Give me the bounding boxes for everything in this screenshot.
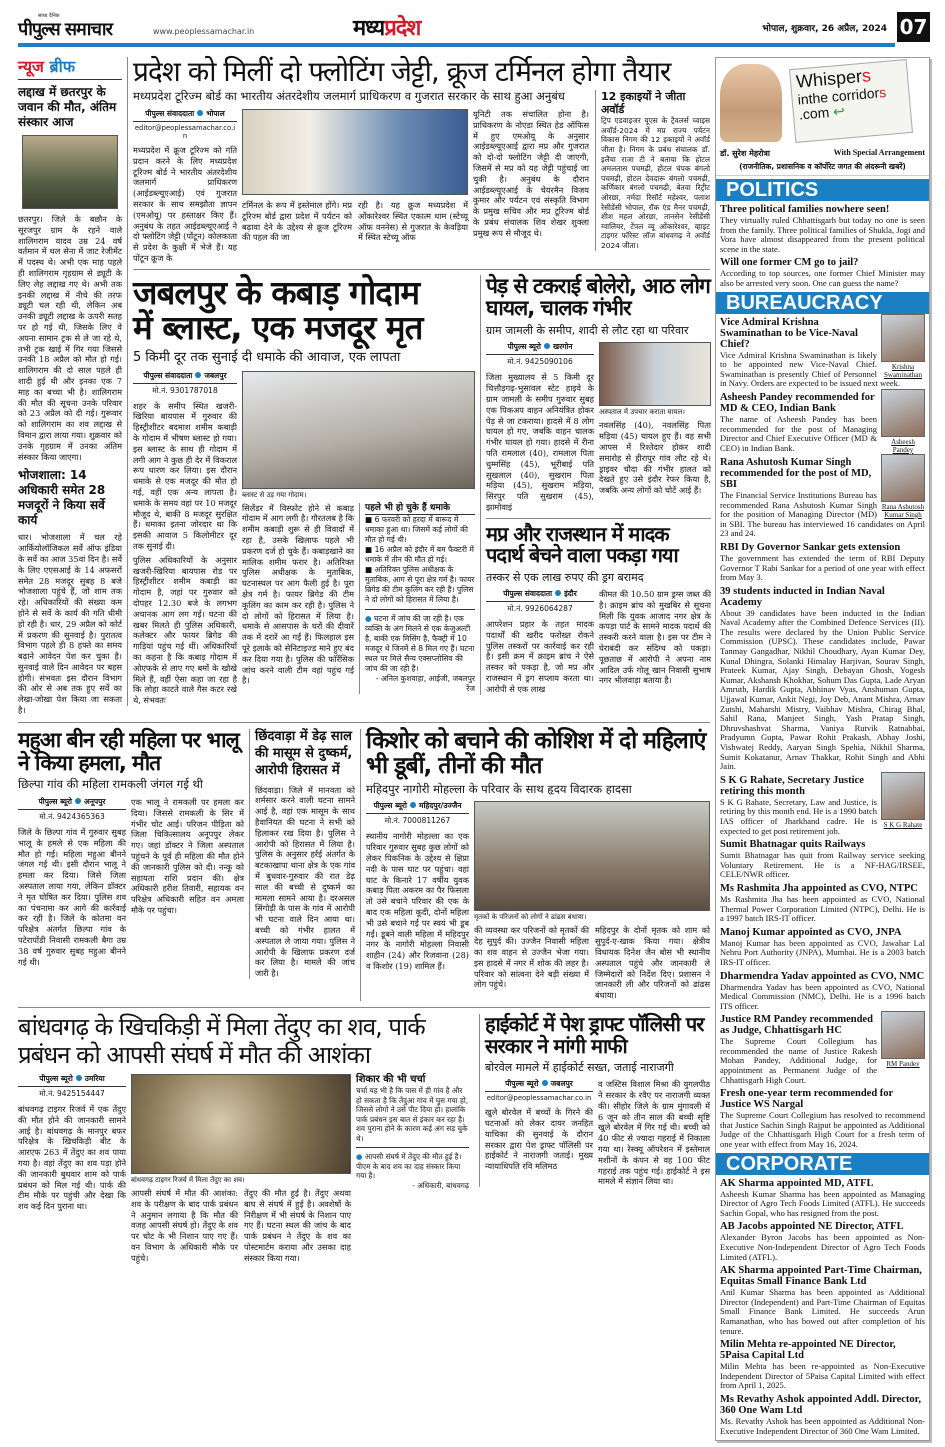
item-body: They virtually ruled Chhattisgarh but today no one is seen from the family. Three political families of Shukla, Jogi and Vora have almost disappeared from the present political scene in the state. [720, 215, 925, 254]
item-headline: Manoj Kumar appointed as CVO, JNPA [720, 926, 902, 938]
whisper-item [720, 583, 925, 772]
body-text: कीमत की 10.50 ग्राम ड्रग्स जब्त की है। क्राइम ब्रांच को मुखबिर से सूचना मिली कि युवक आजाद नगर क्षेत्र के कपड़ा पार्ट के सामने मादक पदार्थ की तस्करी करने वाला है। इस पर टीम ने घेराबंदी कर संदिग्ध को पकड़ा। पूछताछ में आरोपी ने अपना नाम आदिल उर्फ गोलू खान निवासी सुभाष नगर भीलवाड़ा बताया है। [599, 589, 711, 686]
item-headline: Milin Mehta re-appointed NE Director, 5Paisa Capital Ltd [720, 1339, 896, 1362]
item-headline: Will one former CM go to jail? [720, 257, 859, 269]
top-story [133, 57, 710, 264]
whisper-item [720, 1336, 925, 1391]
box-title: पहले भी हो चुके हैं धमाके [365, 503, 475, 515]
grieving-photo [474, 801, 710, 911]
subhead: 5 किमी दूर तक सुनाई दी धमाके की आवाज, एक लापता [133, 350, 401, 366]
bolero-story [486, 275, 711, 513]
photo-caption: मृतकों के परिजनों को लोगों ने ढांढस बंधाया। [474, 913, 587, 922]
arrangement: With Special Arrangement [833, 148, 925, 157]
quote-icon: ● [356, 1152, 363, 1162]
award-headline: 12 इकाइयों ने जीता अवॉर्ड [601, 90, 686, 117]
email: editor@peoplessamachar.co.in [134, 124, 236, 141]
byline: पीपुल्स संवाददाता इंदौर [486, 589, 594, 602]
jabalpur-story [133, 272, 475, 706]
item-body: According to top sources, one former Chief Minister may also be arrested very soon. One can guess the name? [720, 268, 925, 288]
whisper-item [720, 772, 925, 836]
item-headline: S K G Rahate, Secretary Justice retiring this month [720, 774, 864, 797]
item-headline: AK Sharma appointed Part-Time Chairman, Equitas Small Finance Bank Ltd [720, 1265, 922, 1288]
quote-icon: ● [365, 613, 372, 623]
whispers-logo: Whispers inthe corridors .com ↩ [789, 59, 913, 143]
subhead: महिदपुर नागोरी मोहल्ला के परिवार के साथ हृदय विदारक हादसा [366, 781, 632, 796]
item-body: The Supreme Court Collegium has resolved to recommend that Justice Sachin Singh Rajput be appointed as Additional Judge of the Chhattisgarh High Court for a fresh term of one year with effect from May 16, 2024. [720, 1110, 925, 1150]
item-body: Ms Rashmita Jha has been appointed as CVO, National Thermal Power Corporation Limited (NTPC), Delhi. He is a 1997 batch IRS-IT officer. [720, 893, 925, 924]
body-text: जिला मुख्यालय से 5 किमी दूर चित्तौड़गढ़-भुसावल स्टेट हाइवे के ग्राम जामली के समीप गुरुवार सुबह एक पिकअप वाहन अनियंत्रित होकर पेड़ से जा टकराया। हादसे में 8 लोग घायल हो गए, जबकि वाहन चालक गंभीर घायल हो गया। हादसे में रीना पति रामलाल (40), रामलाल पिता धुम्मसिंह (45), भूरीबाई पति सुखलाल (40), सुखराम पिता मड़िया (45), सुखराम मड़िया, सिरपुर पति सुखराम (45), झामोवाइं [486, 372, 594, 512]
item-body: Milin Mehta has been re-appointed as Non-Executive Independent Director of 5Paisa Capital Limited with effect from April 1, 2025. [720, 1361, 925, 1391]
byline: पीपुल्स संवाददाता जबलपुर [133, 371, 237, 384]
headline: हाईकोर्ट में पेश ड्राफ्ट पॉलिसी पर सरकार ने मांगी माफी [485, 1011, 704, 1058]
byline: पीपुल्स ब्यूरो उमरिया [18, 1074, 126, 1087]
item-headline: RBI Dy Governor Sankar gets extension [720, 541, 901, 553]
whisper-item [720, 389, 925, 454]
chhindwara-story [249, 729, 355, 979]
columnist-photo [720, 64, 782, 142]
mobile: मो.नं. 9425090106 [507, 357, 573, 367]
item-body: The Financial Service Institutions Bureau has recommended Rana Ashutosh Kumar Singh for the position of Managing Director (MD) in SBI. The bureau has interviewed 16 candidates on April 23 and 24. [720, 489, 925, 539]
photo-caption: ब्लास्ट से उड़ गया गोदाम। [242, 490, 307, 499]
item-body: S K G Rahate, Secretary, Law and Justice, is retiring by this month end. He is a 1990 batch IAS officer of Jharkhand cadre. He is expected to get post retirement job. [720, 796, 877, 836]
sidebar-body: चर्चा यह भी है कि पास में ही गांव है और हो सकता है कि तेंदुआ गांव में घुस गया हो, जिससे लोगों ने उसे पीट दिया हो। हालांकि पार्क प्रबंधन इस बात से इंकार कर रहा है। शव पुराना होने के कारण कई अंग सड़ चुके थे। [356, 1086, 469, 1148]
section-title-red: प्रदेश [384, 16, 421, 41]
photo-caption: Asheesh Pandey [891, 437, 915, 454]
hunting-sidebar [356, 1074, 469, 1191]
byline: पीपुल्स ब्यूरो महिदपुर/उज्जैन [366, 801, 469, 814]
website: www.peoplessamachar.in [153, 26, 255, 36]
body-text: मध्यप्रदेश में क्रूज टूरिज्म को गति प्रदान करने के लिए मध्यप्रदेश टूरिज्म बोर्ड ने भारतीय अंतरदेशीय जलमार्ग प्राधिकरण (आईडब्ल्यूएआई) एवं गुजरात सरकार के साथ समझौता ज्ञापन (एमओयू) पर हस्ताक्षर किए हैं। अनुबंध के तहत आईडब्ल्यूएआई ने दो फ्लोटिंग जेट्टी (पोंटून) कोलकाता से प्रदेश के कुक्षी में भेजे हैं। यह पोंटून क्रूज के [133, 145, 237, 263]
item-body: Manoj Kumar has been appointed as CVO, Jawahar Lal Nehru Port Authority (JNPA), Mumbai. He is a 2003 batch IRS-IT officer. [720, 937, 925, 967]
header-rule [18, 43, 895, 47]
mobile: मो.नं. 9301787018 [152, 385, 218, 395]
person-photo [881, 389, 925, 454]
body-text: यूनिटी तक संचालित होना है। प्राधिकरण के नोएडा स्थित हेड ऑफिस में हुए एमओयू के अनुसार आईडब्ल्यूएआई द्वारा मप्र और गुजरात को दो-दो फ्लोटिंग जेट्टी दी जाएगी, जिसमें से मप्र को यह जेट्टी पहुंचाई जा चुकी है। अनुबंध के दौरान आईडब्ल्यूएआई के चेयरमैन विजय कुमार और पर्यटन एवं संस्कृति विभाग के प्रमुख सचिव और मप्र टूरिज्म बोर्ड के प्रबंध संचालक शिव शेखर शुक्ला प्रमुख रूप से मौजूद थे। [473, 109, 589, 238]
logo-tagline: सांध्य दैनिक [38, 13, 60, 19]
item-body: Sumit Bhatnagar has quit from Railway service seeking Voluntary Retirement. He is a NF-HAG/IRSEE, CELE/NWR officer. [720, 850, 925, 880]
blast-photo [242, 371, 475, 489]
award-sidebar [595, 90, 710, 250]
body-text: की व्यवस्था कर परिजनों को मृतकों की देह सुपुर्द की। उज्जैन निवासी महिला का शव वाहन से उज्जैन भेजा गया। इस हादसे में नगर में शोक की लहर है। परिवार को सांत्वना देने बड़ी संख्या में लोग पहुंचे। [474, 925, 589, 990]
body-text: टर्मिनल के रूप में इस्तेमाल होंगे। मप्र टूरिज्म बोर्ड द्वारा प्रदेश में पर्यटन को बढ़ावा देने के उद्देश्य से क्रूज टूरिज्म की पहल की जा [242, 200, 352, 243]
item-headline: Justice RM Pandey recommended as Judge, Chhattisgarh HC [720, 1014, 873, 1037]
whisper-item [720, 968, 925, 1012]
sidebar-title: शिकार की भी चर्चा [356, 1074, 426, 1086]
drug-story [486, 521, 711, 695]
headline: छिंदवाड़ा में डेढ़ साल की मासूम से दुष्कर्म, आरोपी हिरासत में [255, 728, 353, 778]
brief-headline: लद्दाख में छतरपुर के जवान की मौत, अंतिम संस्कार आज [18, 85, 117, 129]
item-body: The government has extended the term of RBI Deputy Governor T Rabi Sankar for a period of one year with effect from May 3. [720, 552, 925, 583]
body-text: आपरेशन प्रहार के तहत मादक पदार्थों की खरीद फरोख्त रोकने पुलिस तस्करों पर कार्रवाई कर रही है। इसी क्रम में क्राइम ब्रांच ने ऐसे तस्कर को पकड़ा है, जो मप्र और राजस्थान में ड्रग सप्लाय करता था। आरोपी से एक लाख [486, 619, 594, 694]
headline: महुआ बीन रही महिला पर भालू ने किया हमला, मौत [18, 727, 239, 775]
item-body: The Supreme Court Collegium has recommended the name of Justice Rakesh Mohan Pandey, Additional Judge, for appointment as Permanent Judge of the Chhattisgarh High Court. [720, 1036, 877, 1085]
body-text: व जस्टिस विशाल मिश्रा की युगलपीठ ने सरकार के रवैए पर नाराजगी व्यक्त की। सीहोर जिले के ग्राम मुंगावली में 6 जून को तीन साल की बच्ची सृष्टि खुले बोरवेल में गिर गई थी। बच्ची को 40 फीट से ज्यादा गहराई में निकाला गया था। रेस्क्यू ऑपरेशन में इस्तेमाल मशीनों के कंपन से वह 100 फीट गहराई तक पहुंच गई। हाईकोर्ट ने इस मामले में संज्ञान लिया था। [598, 1079, 710, 1187]
whisper-item [720, 1011, 925, 1085]
body-text: आपसी संघर्ष में मौत की आशंका: शव के परीक्षण के बाद पार्क प्रबंधन ने अनुमान लगाया है कि मौत की वजह आपसी संघर्ष हो। तेंदुए के शव पर चोट के भी निशान पाए गए हैं। वन विभाग के अधिकारी मौके पर पहुंचे। [131, 1188, 238, 1263]
date: भोपाल, शुक्रवार, 26 अप्रैल, 2024 [762, 23, 887, 34]
item-body: Ms. Revathy Ashok has been appointed as Additional Non-Executive Independent Director of 360 One Wam Limited. [720, 1415, 925, 1436]
email: editor@peoplessamachar.co.in [486, 1094, 592, 1103]
body-text: शहर के समीप स्थित खजरी-खिरिया बायपास में गुरुवार की हिस्ट्रीशीटर बदमाश शमीम कबाड़ी के गोदाम में भीषण ब्लास्ट हो गया। इस ब्लास्ट के साथ ही गोदाम में लगी आग ने कुछ ही देर में विकराल रूप धारण कर लिया। इस दौरान धमाके से एक मजदूर की मौत हो गई, वहीं एक अन्य लापता है। धमाके के समय वहां पर 10 मजदूर मौजूद थे, बाकी 8 मजदूर सुरक्षित हैं। धमाका इतना जोरदार था कि इसकी आवाज 5 किलोमीटर दूर तक सुनाई दी। [133, 400, 237, 551]
item-body: Vice Admiral Krishna Swaminathan is likely to be appointed new Vice-Naval Chief. Swaminathan is presently Chief of Personnel in Navy. Orders are expected to be issued next week. [720, 349, 901, 389]
photo-caption: अस्पताल में उपचार कराता घायल। [599, 408, 685, 417]
mobile: मो.नं. 9926064287 [507, 604, 573, 614]
byline: पीपुल्स संवाददाता भोपाल [133, 109, 237, 122]
mou-photo [242, 109, 468, 195]
body-text: महिदपुर के दोनों मृतक को शाम को सुपुर्द-ए-खाक किया गया। क्षेत्रीय विधायक दिनेश जैन बोस भी स्थानीय अस्पताल पहुंचे और जानकारी ले जिम्मेदारों को निर्देश दिए। प्रशासन ने जानकारी ली और परिजनों को ढांढस बंधाया। [595, 925, 710, 1001]
item-body: About 39 candidates have been inducted in the Indian Naval Academy after the Combined Defence Services (II). The results were declared by the Union Public Service Commission (UPSC). These candidates include, Pawar Tanmay Gangadhar, Nikhil Choudhary, Ayan Kumar Dey, Kunal Dhingra, Solanki Himalay Harjivan, Sourav Singh, Prateek Kumar, Ajay Singh, Debayan Ghosh, Yogesh Kumar, Akshansh Khokhar, Sohum Das Gupta, Lade Aryan Amruth, Hardik Gupta, Abhinav Vyas, Anshuman Gupta, Ujjawal Kumar, Ankit Negi, Joy Deb, Anant Mishra, Arnav Zutshi, Maharshi Mistry, Vaibhav Mishra, Chirag Bhal, Sahil Rana, Manjeet Singh, Yash Pratap Singh, Dhruvshashvat Sharma, Vaniya Rutvik Ratnabhai, Pradyumn Gupta, Pawar Rohit Prakash, Abhay Joshi, Vishwatej Reddy, Aaryan Singh Spehia, Nikhil Sharma, Sumit Kokatanur, Arnav Thakkar, Rohit Singh and Abhi Jain. [720, 607, 925, 772]
section-header-bureaucracy: BUREAUCRACY [716, 292, 929, 314]
page-number: 07 [897, 12, 930, 42]
soldier-photo [22, 135, 118, 209]
person-photo [881, 1011, 925, 1068]
quote: ● आपसी संघर्ष में तेंदुए की मौत हुई है। पीएम के बाद शव का दाह संस्कार किया गया है। [356, 1152, 462, 1181]
byline: पीपुल्स ब्यूरो अनूपपुर [18, 797, 126, 810]
byline: पीपुल्स ब्यूरो जबलपुर [485, 1079, 593, 1092]
brief-label-blue: ब्रीफ [49, 57, 76, 76]
photo-caption: बांधवगढ़ टाइगर रिजर्व में मिला तेंदुए का शव। [131, 1176, 245, 1185]
brief-body: धार। भोजशाला में चल रहे आर्कियोलॉजिकल सर्वे ऑफ इंडिया के सर्वे का आज 35वां दिन है। सर्वे के लिए एएसआई के 14 अफसरों समेत 28 मजदूर सुबह 8 बजे भोजशाला पहुंचे हैं, जो शाम तक रहे। अधिकारियों की संख्या कम होने से सर्वे के कार्य की गति धीमी हो रही है। धार, 29 अप्रैल को कोर्ट में प्रकरण की सुनवाई है। पुरातत्व विभाग पहले ही 8 हफ्ते का समय बढ़ाने आवेदन पेश कर चुका है। सुनवाई वाले दिन आवेदन पर बहस होगी। संभवतः इस दौरान विभाग की ओर से अब तक हुए सर्वे का लेखा-जोखा पेश किया जा सकता है। [18, 532, 122, 716]
body-text: पुलिस अधिकारियों के अनुसार खजरी-खिरिया बायपास रोड पर हिस्ट्रीशीटर शमीम कबाड़ी का गोदाम है, जहां पर गुरुवार को दोपहर 12.30 बजे के लगभग अचानक आग लग गई। घटना की खबर मिलते ही पुलिस अधिकारी, कलेक्टर और फायर ब्रिगेड की गाड़ियां पहुंच गई थीं। अधिकारियों का कहना है कि कबाड़ गोदाम में ओएफके से लाए गए बमों के खोखे मिले हैं, वहीं ऐसा कहा जा रहा है कि लोहा काटते वाले गैस कटर रखे थे, संभवतः [133, 554, 237, 706]
item-headline: Three political families nowhere seen! [720, 204, 890, 215]
leopard-photo [131, 1074, 351, 1174]
body-text: एक भालू ने रामकली पर हमला कर दिया। जिससे रामकली के सिर में गंभीर चोट आई। परिजन पीड़िता को जिला चिकित्सालय अनूपपुर लेकर गए। जहां डॉक्टर ने जिला अस्पताल पहुंचने के पूर्व ही महिला की मौत होने की जानकारी पुलिस को दी। नन्कू को सहायता राशि प्रदान की। क्षेत्र अधिकारी हरीश तिवारी, सहायक वन परिक्षेत्र अधिकारी सहित वन अमला मौके पर पहुंचा। [131, 797, 244, 915]
whisper-item [720, 201, 925, 254]
item-headline: Fresh one-year term recommended for Justice WS Nargal [720, 1088, 894, 1111]
whisper-item [720, 1085, 925, 1149]
photo-caption: Krishna Swaminathan [883, 362, 923, 379]
whisper-item [720, 454, 925, 539]
body-text: खुले बोरवेल में बच्चों के गिरने की घटनाओं को लेकर दायर जनहित याचिका की सुनवाई के दौरान सरकार द्वारा पेश ड्राफ्ट पॉलिसी पर हाईकोर्ट ने नाराजगी जताई। मुख्य न्यायाधिपति रवि मलिमठ [485, 1107, 593, 1172]
mahua-story [18, 729, 244, 968]
item-headline: AK Sharma appointed MD, ATFL [720, 1177, 874, 1189]
logo-text: पीपुल्स समाचार [18, 19, 112, 40]
quote: ● घटना में जांच की जा रही है। एक व्यक्ति के अंग मिलने से एक केजुअल्टी है, बाकी एक मिसिंग है, फैक्ट्री में 10 मजदूर थे जिनमें से 8 मिल गए हैं। घटना स्थल पर मिले सैन्य एक्सप्लोसिव की जांच की जा रही है। [365, 613, 475, 673]
whisper-item [720, 924, 925, 968]
body-text: जिले के छिल्पा गांव में गुरुवार सुबह भालू के हमले से एक महिला की मौत हो गई। महिला महुआ बीनने जंगल गई थी। इसी दौरान भालू ने हमला कर दिया। जिसे जिला अस्पताल लाया गया, लेकिन डॉक्टर ने मृत घोषित कर दिया। पुलिस शव का पंचनामा कर आगे की कार्रवाई कर रही है। जिले के कोतमा वन परिक्षेत्र अंतर्गत छिल्पा गांव के पटेरापोंडी निवासी रामकली बैगा उम्र 38 वर्ष गुरुवार सुबह महुआ बीनने गई थी। [18, 827, 126, 967]
whispers-column [715, 57, 930, 1441]
subhead: ग्राम जामली के समीप, शादी से लौट रहा था परिवार [486, 324, 689, 338]
photo-caption: RM Pandey [886, 1060, 920, 1069]
item-body: Anil Kumar Sharma has been appointed as Additional Director (Independent) and Part-Time Chairman of Equitas Small Finance Bank Limited. He succeeds Arun Ramanathan, who has bowed out after completion of his tenure. [720, 1287, 925, 1336]
person-photo [881, 772, 925, 829]
quote-author: - अनिल कुशवाहा, आईजी, जबलपुर रेंज [375, 673, 475, 693]
photo-caption: S K G Rahate [883, 820, 923, 829]
box-item: ■ अतिरिक्त पुलिस अधीक्षक के मुताबिक, आग से पूरा क्षेत्र गर्म है। फायर ब्रिगेड की टीम कूलिंग कर रही है। पुलिस ने दो लोगों को हिरासत में लिया है। [365, 565, 475, 610]
whisper-item [720, 539, 925, 583]
headline: मप्र और राजस्थान में मादक पदार्थ बेचने वाला पकड़ा गया [486, 521, 678, 568]
person-photo [881, 454, 925, 519]
body-text: तेंदुए की मौत हुई है। तेंदुए अथवा बाघ से संघर्ष में हुई है। अवशेषों के निरीक्षण में भी संघर्ष के निशान पाए गए हैं। घटना स्थल की जांच के बाद पार्क प्रबंधन ने तेंदुए के शव का पोस्टमार्टम कराया और उसका दाह संस्कार किया गया। [244, 1188, 351, 1263]
headline: पेड़ से टकराई बोलेरो, आठ लोग घायल, चालक गंभीर [486, 273, 710, 321]
whispers-tagline: (राजनीतिक, प्रशासनिक व कॉर्पोरेट जगत की अंदरूनी खबरें) [739, 162, 906, 171]
item-headline: Vice Admiral Krishna Swaminathan to be Vice-Naval Chief? [720, 316, 858, 350]
whisper-item [720, 836, 925, 880]
mobile: मो.नं. 9424365363 [39, 812, 105, 822]
body-text: छिंदवाड़ा। जिले में मानवता को शर्मसार करने वाली घटना सामने आई है, वहां एक मासूम के साथ हैवानियत की घटना ने सभी को हिलाकर रख दिया है। पुलिस ने आरोपी को हिरासत में लिया है। पुलिस के अनुसार हर्रई अंतर्गत के बटकाखापा थाना क्षेत्र के एक गांव में बुधवार-गुरुवार की रात डेढ़ साल की बच्ची से दुष्कर्म का मामला सामने आया है। दरअसल सिंगोड़ी के पास के गांव में आरोपी भी घटना वाले दिन आया था। बच्ची को गंभीर हालत में अस्पताल ले जाया गया। पुलिस ने आरोपी के खिलाफ प्रकरण दर्ज कर लिया है। मामले की जांच जारी है। [255, 784, 355, 979]
subhead: छिल्पा गांव की महिला रामकली जंगल गई थी [18, 777, 203, 792]
whisper-item [720, 254, 925, 288]
whisper-item [720, 1262, 925, 1336]
box-item: ■ 16 अप्रैल को इंदौर में बम फैक्टरी में धमाके में तीन की मौत हो गई। [365, 544, 474, 564]
whisper-item [720, 1175, 925, 1219]
subhead: तस्कर से एक लाख रुपए की ड्रग बरामद [486, 570, 644, 584]
award-body: ट्रिप एडवाइजर यूएस के ट्रैवलर्स च्वाइस अवॉर्ड-2024 में मप्र राज्य पर्यटन विकास निगम की 12 इकाइयों ने अवॉर्ड जीता है। निगम के प्रबंध संचालक डॉ. इलैया राजा टी ने बताया कि होटल अमलतास पचमढ़ी, होटल चंपक बंगलो पचमढ़ी, होटल देवदारू बंगलो पचमढ़ी, कर्णिकार बंगलो पचमढ़ी, बेतवा रिट्रीट ओरछा, नर्मदा रिसॉर्ट महेश्वर, पलाश रेसीडेंसी भोपाल, रॉक एंड मैनर पचमढ़ी, शीश महल ओरछा, तानसेन रेसीडेंसी ग्वालियर, टेंपल व्यू ओंकारेश्वर, व्हाइट टाइगर फॉरेस्ट लॉज बांधवगढ़ ने अवॉर्ड 2024 जीता। [601, 116, 710, 250]
item-body: Alexander Byron Jacobs has been appointed as Non-Executive Non-Independent Director of Agro Tech Foods Limited (ATFL). [720, 1232, 925, 1262]
item-headline: Asheesh Pandey recommended for MD & CEO, Indian Bank [720, 391, 875, 414]
item-headline: Sumit Bhatnagar quits Railways [720, 839, 866, 851]
item-headline: Ms Rashmita Jha appointed as CVO, NTPC [720, 882, 918, 894]
byline: पीपुल्स ब्यूरो खरगोन [486, 342, 594, 355]
highcourt-story [479, 1011, 710, 1187]
item-headline: Dharmendra Yadav appointed as CVO, NMC [720, 970, 925, 982]
headline: किशोर को बचाने की कोशिश में दो महिलाएं भी डूबीं, तीनों की मौत [366, 727, 706, 779]
item-headline: AB Jacobs appointed NE Director, ATFL [720, 1221, 904, 1233]
body-text: नवलसिंह (40), नवलसिंह पिता मड़िया (45) घायल हुए हैं। वह सभी आपस में रिश्तेदार होकर शादी समारोह से हीरापुर गांव लौट रहे थे। ड्राइवर चौदा की गंभीर हालत को देखते हुए उसे इंदौर रेफर किया है, जबकि अन्य लोगों को चोटें आई हैं। [599, 420, 711, 496]
item-headline: 39 students inducted in Indian Naval Academy [720, 585, 885, 608]
mobile: मो.नं. 9425154447 [39, 1089, 105, 1099]
arrow-icon: ↩ [832, 102, 846, 120]
whisper-item [720, 1391, 925, 1436]
section-title [353, 12, 752, 42]
logo [18, 13, 143, 41]
whispers-banner [716, 58, 929, 176]
headline: प्रदेश को मिलीं दो फ्लोटिंग जेट्टी, क्रूज टर्मिनल होगा तैयार [133, 55, 671, 88]
blast-history-box [359, 503, 475, 694]
whisper-item [720, 880, 925, 924]
whisper-item [720, 314, 925, 389]
subhead: मध्यप्रदेश टूरिज्म बोर्ड का भारतीय अंतरदेशीय जलमार्ग प्राधिकरण व गुजरात सरकार के साथ हुआ अनुबंध [133, 89, 565, 104]
section-title-black: मध्य [353, 16, 385, 41]
body-text: स्थानीय नागोरी मोहल्ला का एक परिवार गुरुवार सुबह कुछ लोगों को लेकर पिकनिक के उद्देश्य से क्षिप्रा नदी के पास घाट पर पहुंचा। वहां घाट के किनारे 17 वर्षीय युवक कबाड़ पिता अकरम का पैर फिसला तो उसे बचाने परिवार की एक के बाद एक महिला कूदी, दोनों महिला भी उसे बचाने गईं पर स्वयं भी डूब गईं। डूबने वाली महिला में महिदपुर नगर के नागोरी मोहल्ला निवासी शाहीन (24) और रिजवाना (28) व किशोर (19) शामिल हैं। [366, 831, 469, 971]
item-headline: Rana Ashutosh Kumar Singh recommended for the post of MD, SBI [720, 456, 872, 490]
box-item: ■ 6 फरवरी को हरदा में बारूद में धमाका हुआ था। जिसमें कई लोगों की मौत हो गई थी। [365, 514, 468, 544]
masthead [18, 12, 930, 42]
body-text: बांधवगढ़ टाइगर रिजर्व में एक तेंदुए की मौत होने की जानकारी सामने आई है। बांधवगढ़ के मानपुर बफर परिक्षेत्र के खिचकिड़ी बीट के आरएफ 263 में तेंदुए का शव पाया गया है। वहां तेंदुए का शव पड़ा होने की जानकारी बुधवार शाम को पार्क प्रबंधन को मिल गई थी। पार्क की टीम मौके पर पहुंची और देखा कि शव कई दिन पुराना था। [18, 1104, 126, 1212]
brief-label-red: न्यूज [18, 57, 44, 76]
headline: बांधवगढ़ के खिचकिड़ी में मिला तेंदुए का शव, पार्क प्रबंधन को आपसी संघर्ष में मौत की आशंका [18, 1012, 425, 1069]
body-text: रही है। यह क्रूज मध्यप्रदेश में ओंकारेश्वर स्थित एकात्म धाम (स्टेच्यू ऑफ वननेस) से गुजरात के केवड़िया में स्थित स्टेच्यू ऑफ [358, 200, 468, 243]
news-brief [18, 57, 122, 716]
item-body: Asheesh Kumar Sharma has been appointed as Managing Director of Agro Tech Foods Limited (ATFL). He succeeds Sachin Gopal, who has resigned from the post. [720, 1188, 925, 1218]
mobile: मो.नं. 7000811267 [384, 816, 451, 826]
section-header-corporate: CORPORATE [716, 1153, 929, 1175]
body-text: सिलेंडर में विस्फोट होने से कबाड़ गोदाम में आग लगी है। गौरतलब है कि शमीम कबाड़ी शुरू से ही विवादों में रहा है, उसके खिलाफ पहले भी प्रकरण दर्ज हो चुके हैं। कबाड़खाने का मालिक शमीम फरार है। अतिरिक्त पुलिस अधीक्षक के मुताबिक, घटनास्थल पर आग फैली हुई है। पूरा क्षेत्र गर्म है। फायर ब्रिगेड की टीम कूलिंग का काम कर रही है। पुलिस ने दो लोगों को हिरासत में लिया है। धमाके से आसपास के घरों की दीवारें तक में दरारें आ गईं हैं। फिलहाल इस पूरे इलाके को सेनिटाइज्ड माने हुए बंद कर दिया गया है। पुलिस की फॉरेंसिक जांच करने वाली टीम वहां पहुंच गई है। [242, 502, 354, 686]
headline: जबलपुर के कबाड़ गोदाम में ब्लास्ट, एक मजदूर मृत [133, 272, 423, 348]
bandhavgarh-story [18, 1014, 474, 1264]
item-body: Dharmendra Yadav has been appointed as CVO, National Medical Commission (NMC), Delhi. He is a 1996 batch ITS officer. [720, 981, 925, 1011]
subhead: बोरवेल मामले में हाईकोर्ट सख्त, जताई नाराजगी [485, 1061, 674, 1075]
quote-author: - अधिकारी, बांधवगढ़ [412, 1180, 469, 1190]
person-photo [881, 314, 925, 379]
brief-headline: भोजशाला: 14 अधिकारी समेत 28 मजदूरों ने किया सर्वे कार्य [18, 468, 106, 528]
whisper-item [720, 1218, 925, 1262]
brief-label [18, 57, 122, 80]
kishore-story [360, 729, 710, 1001]
section-header-politics: POLITICS [716, 179, 929, 201]
photo-caption: Rana Ashutosh Kumar Singh [881, 502, 925, 519]
injured-photo [599, 342, 711, 406]
brief-body: छतरपुर। जिले के बछौन के सूरजपुर ग्राम के रहने वाले शालिगराम यादव उम्र 24 वर्ष वर्तमान में थल सेना में जाट रेजीमेंट में पदस्थ थे। अभी एक माह पहले ही शालिगराम गृहग्राम से ड्यूटी के लिए लेह लद्दाख गए थे। अभी तक इनकी लद्दाख में नीचे की तरफ ड्यूटी चल रही थी, लेकिन अब उनकी ड्यूटी लद्दाख के ऊपरी सतह पर हो गई थी, जिसके लिए वे अपना सामान ट्रक से ले जा रहे थे, तभी ट्रक खाई में गिर गया जिससे उनकी 18 अप्रैल को मौत हो गई। शालिगराम की दो साल पहले ही शादी हुई थी और इनका एक 7 माह का बच्चा भी है। शालिगराम की मौत की सूचना उनके परिवार को 23 अप्रैल को दी गई। गुरूवार को शालिगराम का शव लद्दाख से विमान द्वारा लाया गया। शुक्रवार को उनके गृहग्राम में उनका अंतिम संस्कार किया जाएगा। [18, 214, 122, 462]
item-headline: Ms Revathy Ashok appointed Addl. Director, 360 One Wam Ltd [720, 1393, 921, 1416]
item-body: The name of Asheesh Pandey has been recommended for the post of Managing Director and Chief Executive Officer (MD & CEO) in Indian Bank. [720, 413, 877, 453]
columnist-name: डॉ. सुरेश मेहरोत्रा [720, 149, 770, 158]
